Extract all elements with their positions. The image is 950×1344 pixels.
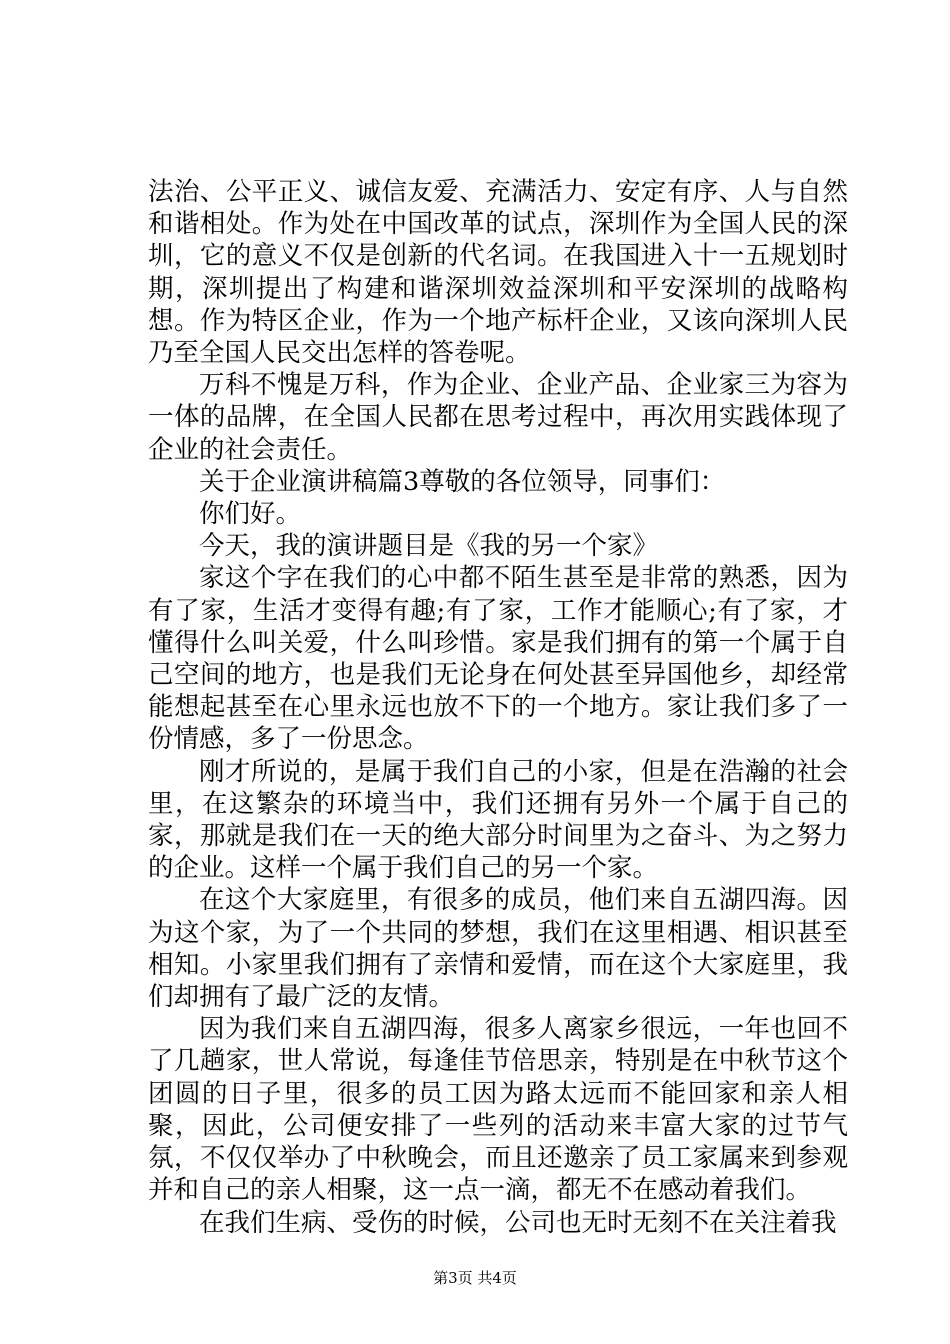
speech-topic: 今天，我的演讲题目是《我的另一个家》: [199, 531, 659, 562]
paragraph-big-family: 在这个大家庭里，有很多的成员，他们来自五湖四海。因为这个家，为了一个共同的梦想，我们在这里相遇、相识甚至相知。小家里我们拥有了亲情和爱情，而在这个大家庭里，我们却拥有了最广泛的友情。: [148, 885, 848, 1013]
document-body: [148, 176, 848, 1239]
paragraph-home: 家这个字在我们的心中都不陌生甚至是非常的熟悉，因为有了家，生活才变得有趣;有了家，工作才能顺心;有了家，才懂得什么叫关爱，什么叫珍惜。家是我们拥有的第一个属于自己空间的地方，也是我们无论身在何处甚至异国他乡，却经常能想起甚至在心里永远也放不下的一个地方。家让我们多了一份情感，多了一份思念。: [148, 563, 848, 755]
greeting: 你们好。: [199, 499, 302, 530]
speech-heading: 关于企业演讲稿篇3尊敬的各位领导，同事们：: [199, 466, 726, 497]
paragraph-illness: 在我们生病、受伤的时候，公司也无时无刻不在关注着我: [199, 1207, 837, 1238]
page-number-footer: 第3页 共4页: [433, 1269, 517, 1287]
paragraph-mid-autumn: 因为我们来自五湖四海，很多人离家乡很远，一年也回不了几趟家，世人常说，每逢佳节倍思亲，特别是在中秋节这个团圆的日子里，很多的员工因为路太远而不能回家和亲人相聚，因此，公司便安排了一些列的活动来丰富大家的过节气氛，不仅仅举办了中秋晚会，而且还邀亲了员工家属来到参观并和自己的亲人相聚，这一点一滴，都无不在感动着我们。: [148, 1014, 848, 1206]
paragraph-vanke: 万科不愧是万科，作为企业、企业产品、企业家三为容为一体的品牌，在全国人民都在思考过程中，再次用实践体现了企业的社会责任。: [148, 370, 848, 465]
paragraph-small-home: 刚才所说的，是属于我们自己的小家，但是在浩瀚的社会里，在这繁杂的环境当中，我们还拥有另外一个属于自己的家，那就是我们在一天的绝大部分时间里为之奋斗、为之努力的企业。这样一个属于我们自己的另一个家。: [148, 756, 848, 884]
paragraph-continuation: 法治、公平正义、诚信友爱、充满活力、安定有序、人与自然和谐相处。作为处在中国改革的试点，深圳作为全国人民的深圳，它的意义不仅是创新的代名词。在我国进入十一五规划时期，深圳提出了构建和谐深圳效益深圳和平安深圳的战略构想。作为特区企业，作为一个地产标杆企业，又该向深圳人民乃至全国人民交出怎样的答卷呢。: [148, 177, 848, 369]
